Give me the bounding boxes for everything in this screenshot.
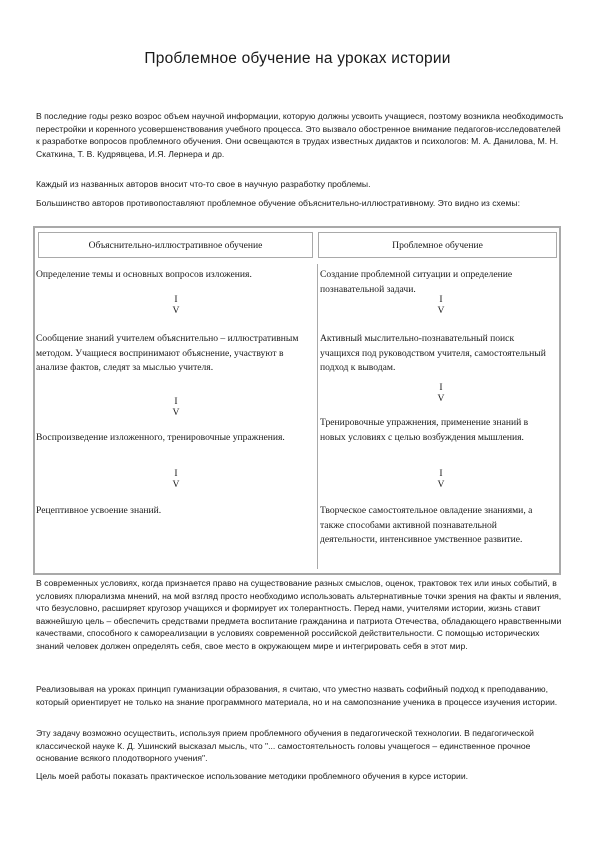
down-arrow	[169, 468, 183, 490]
right-step-3: Тренировочные упражнения, применение знаний в новых условиях с целью возбуждения мышления.	[320, 417, 529, 443]
left-step-3: Воспроизведение изложенного, тренировочные упражнения.	[36, 432, 285, 443]
right-step-1: Создание проблемной ситуации и определение познавательной задачи.	[320, 269, 513, 295]
right-step-2: Активный мыслительно-познавательный поиск учащихся под руководством учителя, самостоятельный подход к выводам.	[320, 333, 546, 373]
arrow-head: V	[437, 479, 445, 490]
comparison-scheme	[33, 226, 561, 575]
right-step-4: Творческое самостоятельное овладение знаниями, а также способами активной познавательной деятельности, интенсивное умственное развитие.	[320, 505, 533, 545]
arrow-head: V	[437, 305, 445, 316]
left-column-header: Объяснительно-иллюстративное обучение	[38, 232, 313, 258]
humanization-paragraph: Реализовывая на уроках принцип гуманизации образования, я считаю, что уместно назвать софийный подход к преподаванию, который ориентирует не только на знание программного материала, но и на самопознание ученика в процессе изучения истории.	[36, 684, 558, 707]
arrow-bar: I	[174, 468, 178, 479]
right-column	[317, 264, 558, 569]
modern-conditions-paragraph: В современных условиях, когда признается право на существование разных смыслов, оценок, трактовок тех или иных событий, в условиях плюрализма мнений, на мой взгляд просто необходимо использовать альтернативные точки зрения на факты и явления, что безусловно, расширяет кругозор учащихся и формирует их толерантность. Перед нами, учителями истории, жизнь ставит важнейшую цель – обеспечить средствами предмета воспитание гражданина и патриота Отечества, обладающего нравственными качествами, способного к самореализации в условиях современной российской действительности. С помощью исторических знаний человек должен определять себя, свое место в окружающем мире и интегрировать себя в этот мир.	[36, 578, 562, 651]
down-arrow	[169, 294, 183, 316]
arrow-head: V	[437, 393, 445, 404]
arrow-bar: I	[439, 294, 443, 305]
arrow-bar: I	[174, 396, 178, 407]
down-arrow	[434, 382, 448, 404]
down-arrow	[434, 468, 448, 490]
arrow-head: V	[172, 407, 180, 418]
left-step-1: Определение темы и основных вопросов изложения.	[36, 269, 252, 280]
down-arrow	[434, 294, 448, 316]
arrow-head: V	[172, 479, 180, 490]
down-arrow	[169, 396, 183, 418]
intro-paragraph: В последние годы резко возрос объем научной информации, которую должны усвоить учащиеся, поэтому возникла необходимость перестройки и коренного усовершенствования учебного процесса. Это вызвало обостренное внимание педагогов-исследователей к разработке вопросов проблемного обучения. Они освещаются в трудах известных дидактов и психологов: М. А. Данилова, М. Н. Скаткина, Т. В. Кудрявцева, И.Я. Лернера и др.	[36, 111, 564, 159]
left-step-2: Сообщение знаний учителем объяснительно – иллюстративным методом. Учащиеся воспринимают объяснение, участвуют в анализе фактов, следят за мыслью учителя.	[36, 333, 299, 373]
authors-paragraph: Каждый из названных авторов вносит что-то свое в научную разработку проблемы.	[36, 179, 371, 189]
page-title: Проблемное обучение на уроках истории	[144, 50, 451, 67]
left-step-4: Рецептивное усвоение знаний.	[36, 505, 162, 516]
scheme-intro-paragraph: Большинство авторов противопоставляют проблемное обучение объяснительно-иллюстративному. Это видно из схемы:	[36, 198, 520, 208]
ushinsky-paragraph: Эту задачу возможно осуществить, используя прием проблемного обучения в педагогической технологии. В педагогической классической науке К. Д. Ушинский высказал мысль, что "... самостоятельность головы учащегося – единственное прочное основание всякого плодотворного учения".	[36, 728, 534, 763]
right-column-header: Проблемное обучение	[318, 232, 557, 258]
arrow-head: V	[172, 305, 180, 316]
goal-paragraph: Цель моей работы показать практическое использование методики проблемного обучения в курсе истории.	[36, 771, 469, 781]
left-column	[36, 264, 313, 569]
arrow-bar: I	[439, 382, 443, 393]
arrow-bar: I	[439, 468, 443, 479]
arrow-bar: I	[174, 294, 178, 305]
